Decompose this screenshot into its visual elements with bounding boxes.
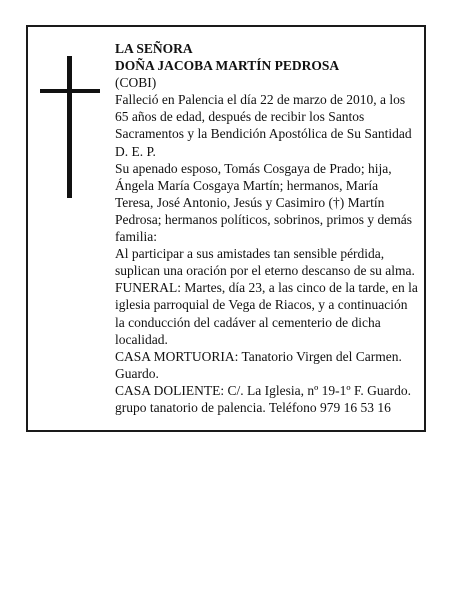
- cross-icon: [40, 56, 100, 198]
- text-line: Ángela María Cosgaya Martín; hermanos, María: [115, 177, 379, 193]
- text-line: CASA MORTUORIA: Tanatorio Virgen del Carmen.: [115, 348, 402, 364]
- deceased-nickname: (COBI): [115, 75, 157, 91]
- cross-horizontal-bar: [40, 89, 100, 93]
- text-line: Sacramentos y la Bendición Apostólica de Su Santidad: [115, 126, 412, 142]
- mortuary-details: [115, 348, 421, 382]
- text-line: 65 años de edad, después de recibir los Santos: [115, 109, 365, 125]
- family-list: [115, 160, 421, 245]
- text-line: Pedrosa; hermanos políticos, sobrinos, primos y demás: [115, 211, 412, 227]
- family-home-details: [115, 382, 421, 416]
- text-line: localidad.: [115, 331, 168, 347]
- text-line: Su apenado esposo, Tomás Cosgaya de Prado; hija,: [115, 160, 392, 176]
- text-line: familia:: [115, 229, 157, 245]
- text-line: D. E. P.: [115, 143, 156, 159]
- text-line: iglesia parroquial de Vega de Riacos, y a continuación: [115, 297, 408, 313]
- text-line: CASA DOLIENTE: C/. La Iglesia, nº 19-1º F. Guardo.: [115, 382, 412, 398]
- text-line: Falleció en Palencia el día 22 de marzo de 2010, a los: [115, 92, 406, 108]
- text-line: la conducción del cadáver al cementerio de dicha: [115, 314, 381, 330]
- obituary-notice: [26, 25, 426, 432]
- text-line: FUNERAL: Martes, día 23, a las cinco de la tarde, en la: [115, 280, 418, 296]
- cross-vertical-bar: [67, 56, 72, 198]
- deceased-name: DOÑA JACOBA MARTÍN PEDROSA: [115, 58, 340, 74]
- text-line: grupo tanatorio de palencia. Teléfono 979 16 53 16: [115, 399, 391, 415]
- prayer-request: [115, 245, 421, 279]
- text-line: Guardo.: [115, 365, 159, 381]
- notice-content: [115, 40, 421, 416]
- death-announcement: [115, 91, 421, 159]
- notice-title: LA SEÑORA: [115, 41, 193, 56]
- text-line: Al participar a sus amistades tan sensible pérdida,: [115, 246, 385, 262]
- text-line: suplican una oración por el eterno descanso de su alma.: [115, 263, 415, 279]
- funeral-details: [115, 279, 421, 347]
- text-line: Teresa, José Antonio, Jesús y Casimiro (†) Martín: [115, 194, 385, 210]
